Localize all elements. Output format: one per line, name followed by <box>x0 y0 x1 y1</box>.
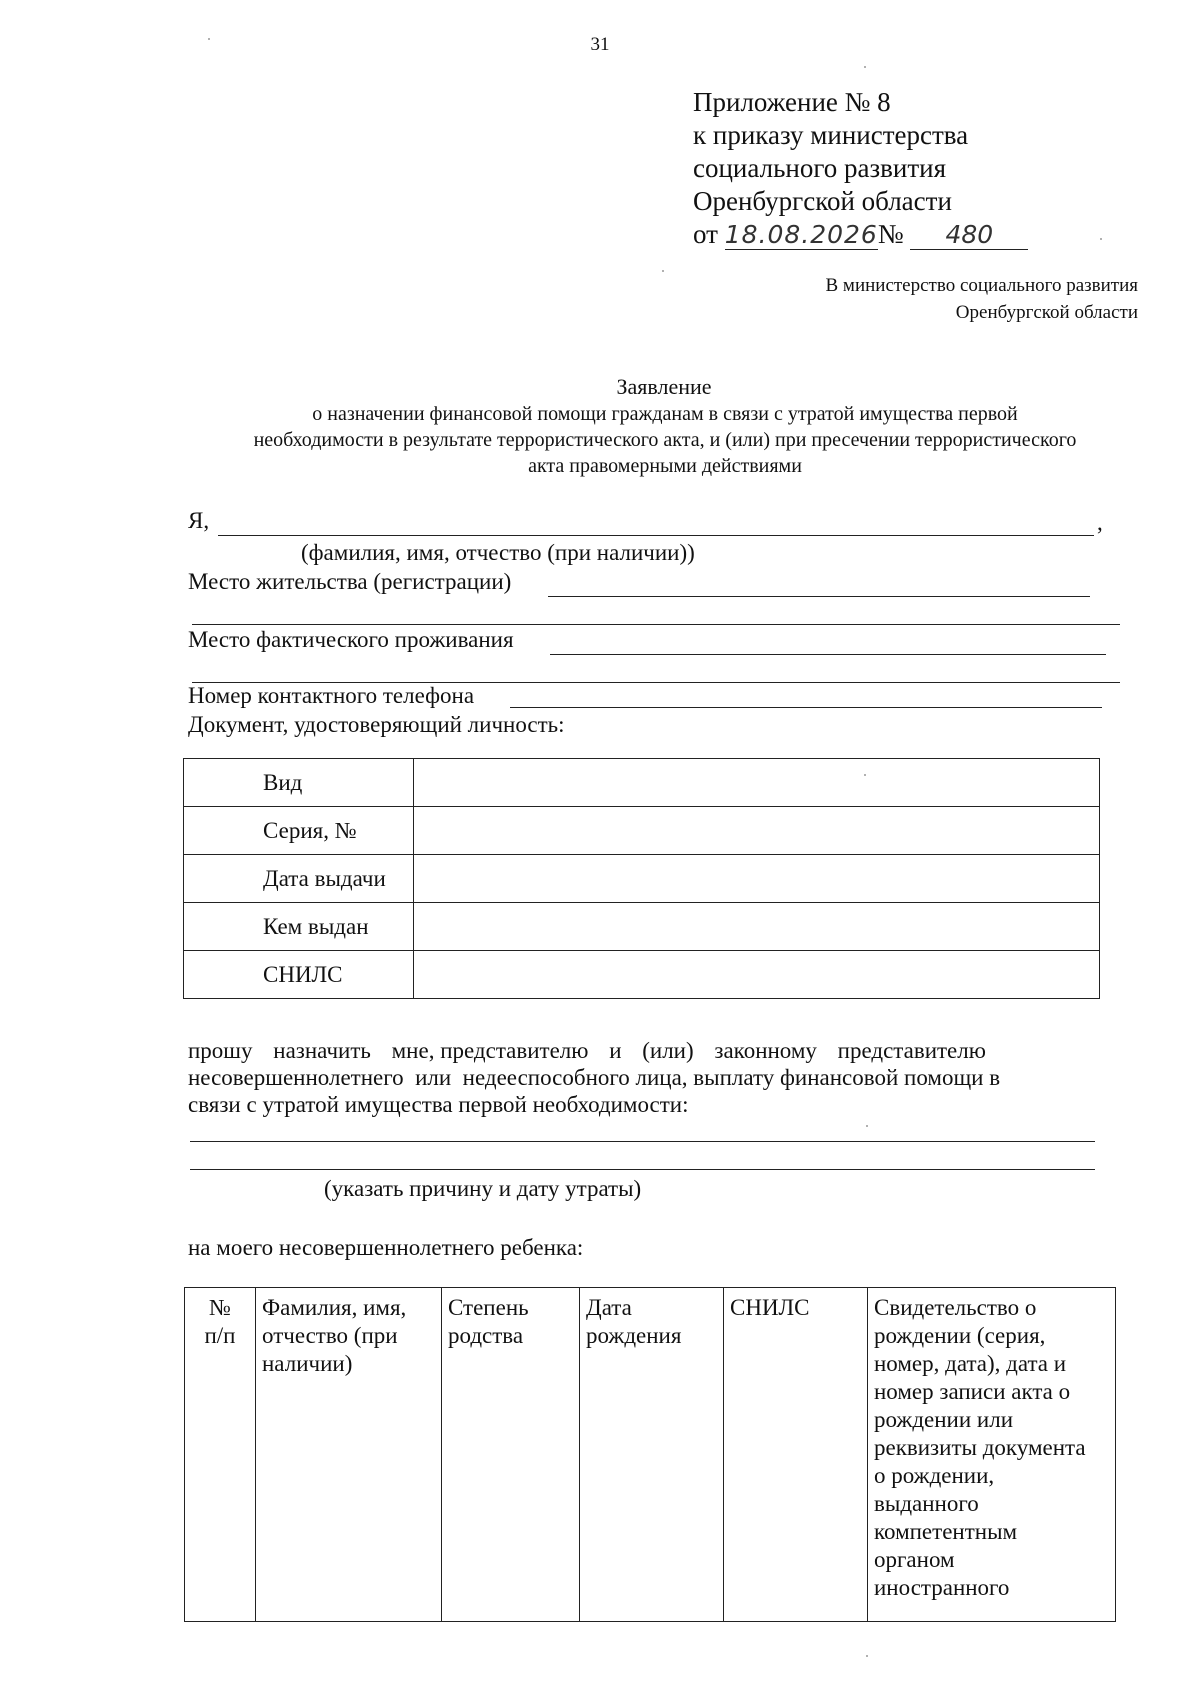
request-word: мне, представителю <box>391 1038 589 1063</box>
name-hint: (фамилия, имя, отчество (при наличии)) <box>301 540 695 565</box>
child-table <box>184 1287 1116 1622</box>
annex-line-1: Приложение № 8 <box>693 87 891 117</box>
reason-field-1[interactable] <box>190 1141 1095 1142</box>
id-row-label-snils: СНИЛС <box>184 951 414 999</box>
id-document-table <box>183 758 1100 999</box>
table-row <box>185 1288 1116 1622</box>
scan-speck <box>864 66 866 68</box>
ya-label: Я, <box>188 508 210 533</box>
table-row <box>184 759 1100 807</box>
scan-speck <box>662 270 664 272</box>
phone-label: Номер контактного телефона <box>188 683 475 708</box>
child-col-number: № п/п <box>185 1288 256 1622</box>
annex-number-label: № <box>877 219 904 249</box>
scan-speck <box>208 38 210 40</box>
scan-speck <box>864 774 866 776</box>
annex-line-2: к приказу министерства <box>693 120 969 150</box>
document-subtitle <box>190 401 1140 479</box>
id-row-label-type: Вид <box>184 759 414 807</box>
id-row-value-snils[interactable] <box>414 951 1100 999</box>
addressee-block <box>826 272 1139 326</box>
request-line-3: связи с утратой имущества первой необходимости: <box>188 1092 689 1117</box>
child-col-fullname: Фамилия, имя, отчество (при наличии) <box>256 1288 442 1622</box>
phone-field[interactable] <box>510 707 1102 708</box>
annex-line-3: социального развития <box>693 153 947 183</box>
request-line-2: несовершеннолетнего или недееспособного лица, выплату финансовой помощи в <box>188 1065 1001 1090</box>
actual-residence-label: Место фактического проживания <box>188 627 514 652</box>
table-row <box>184 855 1100 903</box>
id-row-value-type[interactable] <box>414 759 1100 807</box>
table-row <box>184 807 1100 855</box>
annex-date-handwritten: 18.08.2026 <box>724 220 878 249</box>
table-row <box>184 951 1100 999</box>
id-row-value-issued-by[interactable] <box>414 903 1100 951</box>
scan-speck <box>1100 238 1102 240</box>
subtitle-line-3: акта правомерными действиями <box>528 455 802 477</box>
actual-residence-field[interactable] <box>550 654 1106 655</box>
id-doc-label: Документ, удостоверяющий личность: <box>188 712 565 737</box>
annex-date-row <box>693 218 1028 251</box>
request-word: и <box>609 1038 622 1063</box>
name-comma: , <box>1097 510 1103 535</box>
request-word: прошу <box>188 1038 253 1063</box>
request-word: назначить <box>273 1038 371 1063</box>
id-row-value-issue-date[interactable] <box>414 855 1100 903</box>
annex-line-4: Оренбургской области <box>693 186 952 216</box>
request-word: законному <box>714 1038 817 1063</box>
id-row-label-issue-date: Дата выдачи <box>184 855 414 903</box>
residence-label: Место жительства (регистрации) <box>188 569 512 594</box>
page-number: 31 <box>590 34 610 55</box>
annex-from-label: от <box>693 219 718 249</box>
subtitle-line-2: необходимости в результате террористического акта, и (или) при пресечении террористического <box>253 429 1077 451</box>
annex-block <box>693 86 1028 251</box>
id-row-label-issued-by: Кем выдан <box>184 903 414 951</box>
scan-speck <box>866 1125 868 1127</box>
child-label: на моего несовершеннолетнего ребенка: <box>188 1235 584 1260</box>
child-col-snils: СНИЛС <box>724 1288 868 1622</box>
child-col-relation: Степень родства <box>442 1288 580 1622</box>
subtitle-line-1: о назначении финансовой помощи гражданам в связи с утратой имущества первой <box>312 403 1018 425</box>
residence-field[interactable] <box>548 596 1090 597</box>
table-row <box>184 903 1100 951</box>
applicant-name-field[interactable] <box>218 535 1094 536</box>
annex-number-handwritten: 480 <box>910 221 1028 250</box>
child-col-birth-certificate: Свидетельство о рождении (серия, номер, дата), дата и номер записи акта о рождении или реквизиты документа о рождении, выданного компетентным органом иностранного <box>868 1288 1116 1622</box>
reason-field-2[interactable] <box>190 1169 1095 1170</box>
request-word: представителю <box>837 1038 986 1063</box>
id-row-label-series: Серия, № <box>184 807 414 855</box>
child-col-birthdate: Дата рождения <box>580 1288 724 1622</box>
request-line-1 <box>188 1038 986 1064</box>
reason-hint: (указать причину и дату утраты) <box>324 1176 642 1201</box>
document-title: Заявление <box>616 374 712 399</box>
addressee-line-1: В министерство социального развития <box>825 275 1138 296</box>
residence-field-continuation[interactable] <box>192 624 1120 625</box>
addressee-line-2: Оренбургской области <box>955 302 1138 323</box>
request-word: (или) <box>642 1038 694 1063</box>
scan-speck <box>866 1655 868 1657</box>
id-row-value-series[interactable] <box>414 807 1100 855</box>
